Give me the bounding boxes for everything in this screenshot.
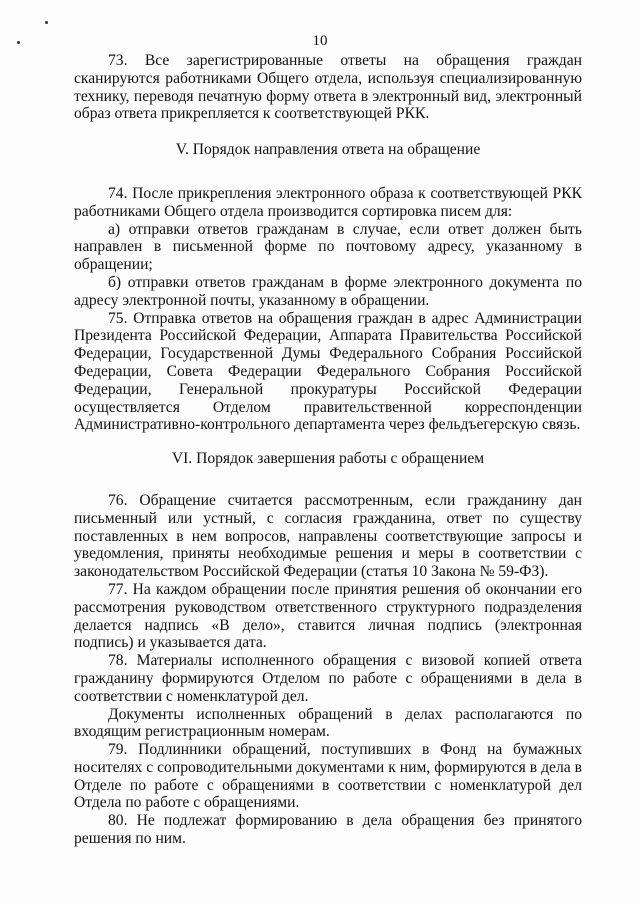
paragraph-73: 73. Все зарегистрированные ответы на обращения граждан сканируются работниками Общего отдела, используя специализированную технику, переводя печатную форму ответа в электронный вид, электронный образ ответа прикрепляется к соответствующей РКК. (74, 52, 582, 123)
paragraph-75: 75. Отправка ответов на обращения граждан в адрес Администрации Президента Российской Федерации, Аппарата Правительства Российской Федерации, Государственной Думы Федерального Собрания Российской Федерации, Совета Федерации Федерального Собрания Российской Федерации, Генеральной прокуратуры Российской Федерации осуществляется Отделом правительственной корреспонденции Административно-контрольного департамента через фельдъегерскую связь. (74, 309, 582, 434)
paragraph-78-continued: Документы исполненных обращений в делах располагаются по входящим регистрационным номерам. (74, 705, 582, 741)
paragraph-74a: а) отправки ответов гражданам в случае, если ответ должен быть направлен в письменной форме по почтовому адресу, указанному в обращении; (74, 220, 582, 274)
document-body (74, 52, 582, 848)
paragraph-77: 77. На каждом обращении после принятия решения об окончании его рассмотрения руководством ответственного структурного подразделения делается надпись «В дело», ставится личная подпись (электронная подпись) и указывается дата. (74, 580, 582, 652)
scan-speck (45, 21, 48, 24)
section-heading-6: VI. Порядок завершения работы с обращением (171, 450, 485, 468)
paragraph-78: 78. Материалы исполненного обращения с визовой копией ответа гражданину формируются Отделом по работе с обращениями в дела в соответствии с номенклатурой дел. (74, 652, 582, 705)
paragraph-79: 79. Подлинники обращений, поступивших в Фонд на бумажных носителях с сопроводительными документами к ним, формируются в дела в Отделе по работе с обращениями в соответствии с номенклатурой дел Отдела по работе с обращениями. (74, 741, 582, 812)
paragraph-74b: б) отправки ответов гражданам в форме электронного документа по адресу электронной почты, указанному в обращении. (74, 273, 582, 309)
paragraph-74: 74. После прикрепления электронного образа к соответствующей РКК работниками Общего отдела производится сортировка писем для: (74, 184, 582, 220)
section-heading-5: V. Порядок направления ответа на обращение (175, 141, 481, 159)
paragraph-80: 80. Не подлежат формированию в дела обращения без принятого решения по ним. (74, 812, 582, 848)
paragraph-76: 76. Обращение считается рассмотренным, если гражданину дан письменный или устный, с согласия гражданина, ответ по существу поставленных в нем вопросов, направлены соответствующие запросы и уведомления, приняты необходимые решения и меры в соответствии с законодательством Российской Федерации (статья 10 Закона № 59-ФЗ). (74, 491, 582, 581)
page-number: 10 (312, 33, 328, 49)
